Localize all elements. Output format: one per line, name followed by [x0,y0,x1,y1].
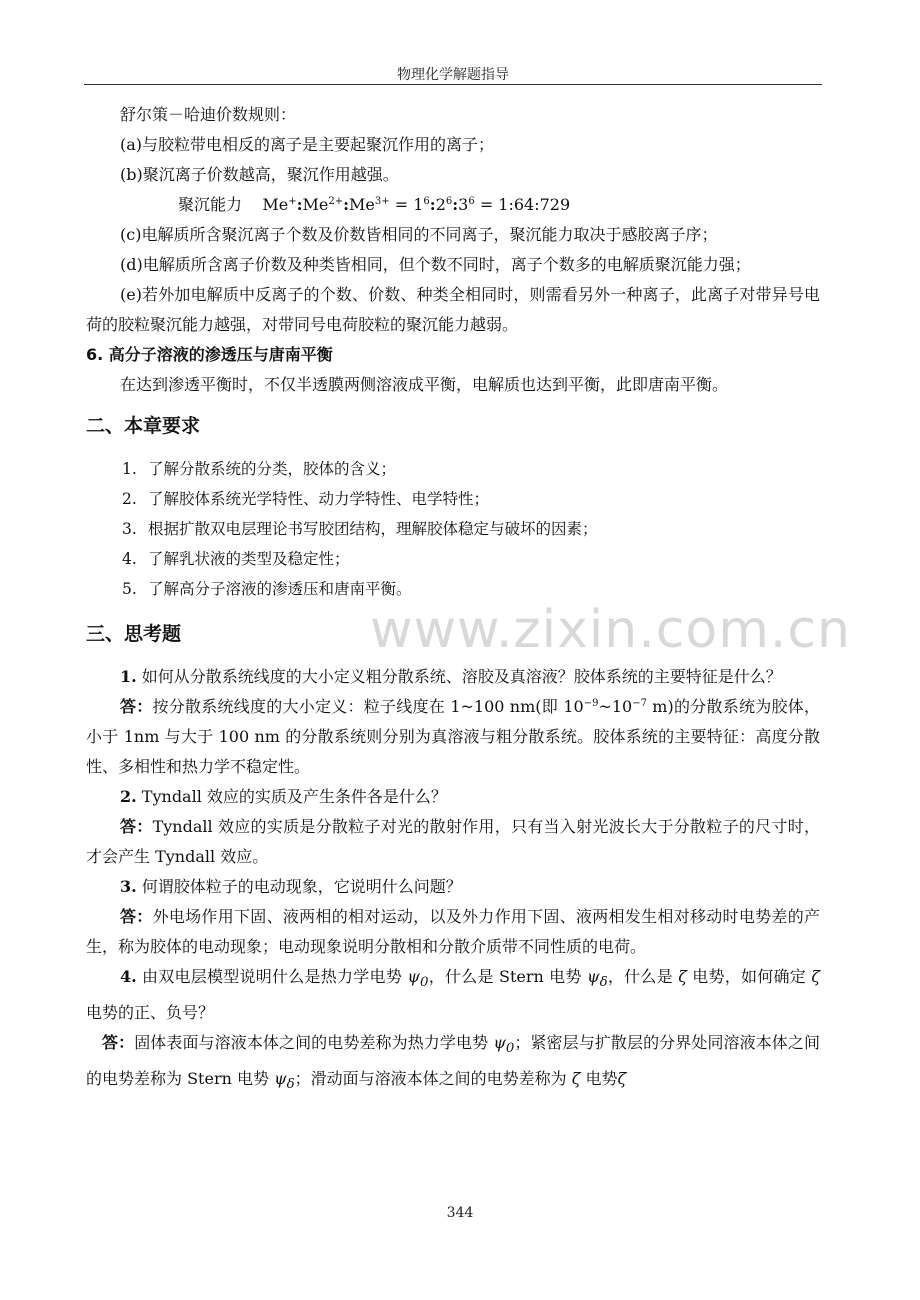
formula-charge3: 3+ [374,196,390,207]
formula-exp2: 6 [445,196,453,207]
page-number: 344 [446,1205,474,1221]
formula-term3: 3 [458,195,469,214]
formula-charge1: + [288,196,297,207]
formula-exp1: 6 [423,196,430,207]
formula-term2: 2 [435,195,446,214]
formula-exp3: 6 [468,196,475,207]
answer-label: 答： [120,907,153,926]
question-2: 2. Tyndall 效应的实质及产生条件各是什么？ [120,787,447,806]
section-3-heading: 三、思考题 [86,623,182,645]
requirements-list [86,454,820,604]
section-6-text: 在达到渗透平衡时，不仅半透膜两侧溶液成平衡，电解质也达到平衡，此即唐南平衡。 [120,375,729,394]
formula-label: 聚沉能力 [178,195,243,214]
answer-label: 答： [102,1033,135,1053]
rule-formula: 聚沉能力 $Me^+:Me^{2+}:Me^{3+}$ = $1^6:2^6:3^6$ = 1:64:729 [178,195,571,214]
answer-4: 答：固体表面与溶液本体之间的电势差称为热力学电势 $\psi_0$；紧密层与扩散层的分界处同溶液本体之间的电势差称为 Stern 电势 $\psi_\delta$；滑动面与溶液本体之间的电势差称为 ζ 电势ζ [86,1033,820,1093]
question-1: 1. 如何从分散系统线度的大小定义粗分散系统、溶胶及真溶液？胶体系统的主要特征是什么？ [120,667,782,686]
rule-a: (a)与胶粒带电相反的离子是主要起聚沉作用的离子； [120,135,495,154]
list-item: 4. 了解乳状液的类型及稳定性； [122,550,350,568]
section-2-heading: 二、本章要求 [86,415,201,437]
answer-label: 答： [120,697,153,716]
rule-title: 舒尔策－哈迪价数规则： [120,105,297,124]
watermark-text: www.zixin.com.cn [370,600,851,660]
list-item: 3. 根据扩散双电层理论书写胶团结构，理解胶体稳定与破坏的因素； [122,520,598,538]
formula-me1: Me [262,195,289,214]
list-item: 5. 了解高分子溶液的渗透压和唐南平衡。 [122,580,412,598]
answer-2: 答：Tyndall 效应的实质是分散粒子对光的散射作用，只有当入射光波长大于分散粒子的尺寸时，才会产生 Tyndall 效应。 [86,817,820,866]
list-item: 1. 了解分散系统的分类，胶体的含义； [122,460,397,478]
formula-me3: Me [349,195,375,214]
formula-eq: = 1 [394,195,424,214]
rule-e: (e)若外加电解质中反离子的个数、价数、种类全相同时，则需看另外一种离子，此离子对带异号电荷的胶粒聚沉能力越强，对带同号电荷胶粒的聚沉能力越弱。 [86,285,820,334]
formula-me2: Me [302,195,329,214]
question-4: 4. 由双电层模型说明什么是热力学电势 $\psi_0$，什么是 Stern 电势 $\psi_\delta$，什么是 ζ 电势，如何确定 ζ 电势的正、负号？ [86,967,820,1023]
answer-1: 答：按分散系统线度的大小定义：粒子线度在 1~100 nm(即 $10^{-9}\sim 10^{-7}$ m)的分散系统为胶体，小于 1nm 与大于 100 nm 的分散系统则分别为真溶液与粗分散系统。胶体系统的主要特征：高度分散性、多相性和热力学不稳定性。 [86,697,820,776]
formula-charge2: 2+ [328,196,344,207]
rule-b: (b)聚沉离子价数越高，聚沉作用越强。 [120,165,399,184]
rule-d: (d)电解质所含离子价数及种类皆相同，但个数不同时，离子个数多的电解质聚沉能力强； [120,255,751,274]
section-6-title: 6. 高分子溶液的渗透压与唐南平衡 [86,345,333,364]
formula-result: = 1:64:729 [479,195,571,214]
page-content [86,100,820,1101]
answer-3: 答：外电场作用下固、液两相的相对运动，以及外力作用下固、液两相发生相对移动时电势差的产生，称为胶体的电动现象；电动现象说明分散相和分散介质带不同性质的电荷。 [86,907,820,956]
rule-c: (c)电解质所含聚沉离子个数及价数皆相同的不同离子，聚沉能力取决于感胶离子序； [120,225,718,244]
answer-label: 答： [120,817,153,836]
list-item: 2. 了解胶体系统光学特性、动力学特性、电学特性； [122,490,490,508]
running-header: 物理化学解题指导 [397,67,509,83]
question-3: 3. 何谓胶体粒子的电动现象，它说明什么问题？ [120,877,462,896]
header-rule [84,84,822,85]
